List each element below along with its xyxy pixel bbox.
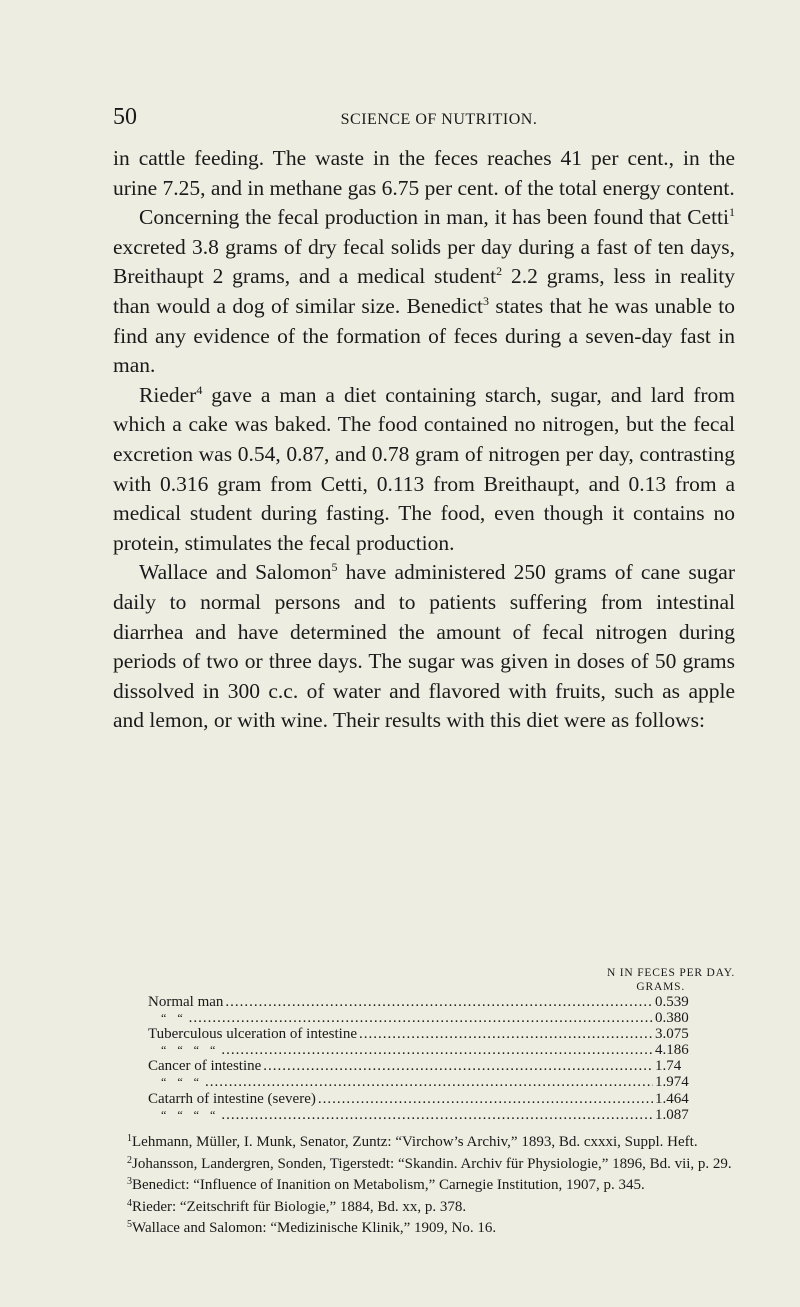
footnote: [113, 1175, 735, 1197]
dot-leader: [359, 1026, 653, 1042]
row-label: Tuberculous ulceration of intestine: [148, 1026, 357, 1043]
dot-leader: [318, 1091, 653, 1107]
dot-leader: [263, 1058, 653, 1074]
footnote-number: 5: [127, 1219, 132, 1230]
page-number: 50: [113, 104, 137, 130]
footnote-text: Johansson, Landergren, Sonden, Tigerstedt: “Skandin. Archiv für Physiologie,” 1896, Bd. vii, p. 29.: [132, 1155, 732, 1172]
row-label-ditto: “ “ “: [161, 1075, 203, 1090]
table-header-title: N IN FECES PER DAY.: [607, 967, 735, 979]
dot-leader: [221, 1107, 653, 1123]
footnote-number: 4: [127, 1197, 132, 1209]
footnote-text: Wallace and Salomon: “Medizinische Klinik,” 1909, No. 16.: [132, 1220, 497, 1236]
paragraph-2-text-a: Concerning the fecal production in man, it has been found that Cetti: [139, 205, 729, 230]
paragraph-3: [113, 381, 735, 559]
footnote-text: Rieder: “Zeitschrift für Biologie,” 1884, Bd. xx, p. 378.: [132, 1198, 467, 1215]
paragraph-1-text: in cattle feeding. The waste in the feces reaches 41 per cent., in the urine 7.25, and in methane gas 6.75 per cent. of the total energy content.: [113, 146, 735, 200]
row-label-ditto: “ “ “ “: [161, 1043, 220, 1058]
row-value: 1.087: [655, 1106, 689, 1123]
dot-leader: [221, 1042, 653, 1058]
footnote-number: 2: [127, 1154, 132, 1166]
row-value: 1.74: [655, 1058, 682, 1075]
body-text: [113, 144, 735, 736]
footnote: [113, 1154, 735, 1176]
footnote-ref-3: 3: [483, 293, 489, 308]
paragraph-4-text-a: Wallace and Salomon: [139, 560, 332, 585]
footnote-ref-5: 5: [331, 560, 338, 575]
row-label: Normal man: [148, 994, 224, 1010]
table-row: [113, 1042, 735, 1058]
row-value: 3.075: [655, 1026, 689, 1043]
footnote-number: 3: [127, 1176, 132, 1187]
table-row: [113, 1026, 735, 1042]
row-label-ditto: “ “: [161, 1011, 187, 1026]
table-row: [113, 1074, 735, 1090]
row-value: 4.186: [655, 1042, 689, 1059]
row-value: 0.539: [655, 994, 689, 1010]
row-label-ditto: “ “ “ “: [161, 1107, 220, 1122]
row-label: Catarrh of intestine (severe): [148, 1090, 316, 1107]
table-row: [113, 1058, 735, 1074]
paragraph-4-text-b: have administered 250 grams of cane sugar daily to normal persons and to patients suffering from intestinal diarrhea and have determined the amount of fecal nitrogen during periods of two or three days. The sugar was given in doses of 50 grams dissolved in 300 c.c. of water and flavored with fruits, such as apple and lemon, or with wine. Their results with this diet were as follows:: [113, 560, 735, 733]
table-row: [113, 1091, 735, 1107]
dot-leader: [225, 994, 653, 1010]
footnote: [113, 1132, 735, 1154]
footnotes: [113, 1132, 735, 1240]
row-value: 1.464: [655, 1090, 689, 1107]
table-header-unit: GRAMS.: [636, 981, 685, 993]
paragraph-3-text-b: gave a man a diet containing starch, sugar, and lard from which a cake was baked. The food contained no nitrogen, but the fecal excretion was 0.54, 0.87, and 0.78 gram of nitrogen per day, contrasting with 0.316 gram from Cetti, 0.113 from Breithaupt, and 0.13 from a medical student during fasting. The food, even though it contains no protein, stimulates the fecal production.: [113, 382, 735, 555]
paragraph-2: [113, 203, 735, 381]
table-row: [113, 1107, 735, 1123]
dot-leader: [189, 1010, 653, 1026]
footnote-text: Lehmann, Müller, I. Munk, Senator, Zuntz: “Virchow’s Archiv,” 1893, Bd. cxxxi, Suppl. Heft.: [132, 1134, 698, 1150]
row-value: 1.974: [655, 1074, 689, 1091]
footnote: [113, 1218, 735, 1240]
footnote-ref-1: 1: [729, 205, 735, 220]
table-header: [113, 966, 735, 994]
table-row: [113, 994, 735, 1010]
paragraph-4: [113, 558, 735, 736]
footnote: [113, 1197, 735, 1219]
dot-leader: [205, 1074, 653, 1090]
footnote-text: Benedict: “Influence of Inanition on Metabolism,” Carnegie Institution, 1907, p. 345.: [132, 1177, 645, 1193]
row-label: Cancer of intestine: [148, 1058, 262, 1075]
running-title: SCIENCE OF NUTRITION.: [340, 111, 538, 128]
paragraph-2-text-d: states that he was unable to find any evidence of the formation of feces during a seven-day fast in man.: [113, 293, 735, 378]
footnote-ref-2: 2: [496, 264, 503, 279]
paragraph-2-text-c: 2.2 grams, less in reality than would a dog of similar size. Benedict: [113, 264, 735, 318]
footnote-ref-4: 4: [196, 382, 203, 397]
row-value: 0.380: [655, 1010, 689, 1027]
paragraph-3-text-a: Rieder: [139, 382, 197, 407]
table-row: [113, 1010, 735, 1026]
footnote-number: 1: [127, 1133, 132, 1144]
running-head: [113, 104, 735, 134]
book-page: [113, 0, 735, 1307]
paragraph-2-text-b: excreted 3.8 grams of dry fecal solids per day during a fast of ten days, Breithaupt 2 grams, and a medical student: [113, 234, 735, 289]
nitrogen-table: [113, 966, 735, 1123]
paragraph-1: [113, 144, 735, 203]
